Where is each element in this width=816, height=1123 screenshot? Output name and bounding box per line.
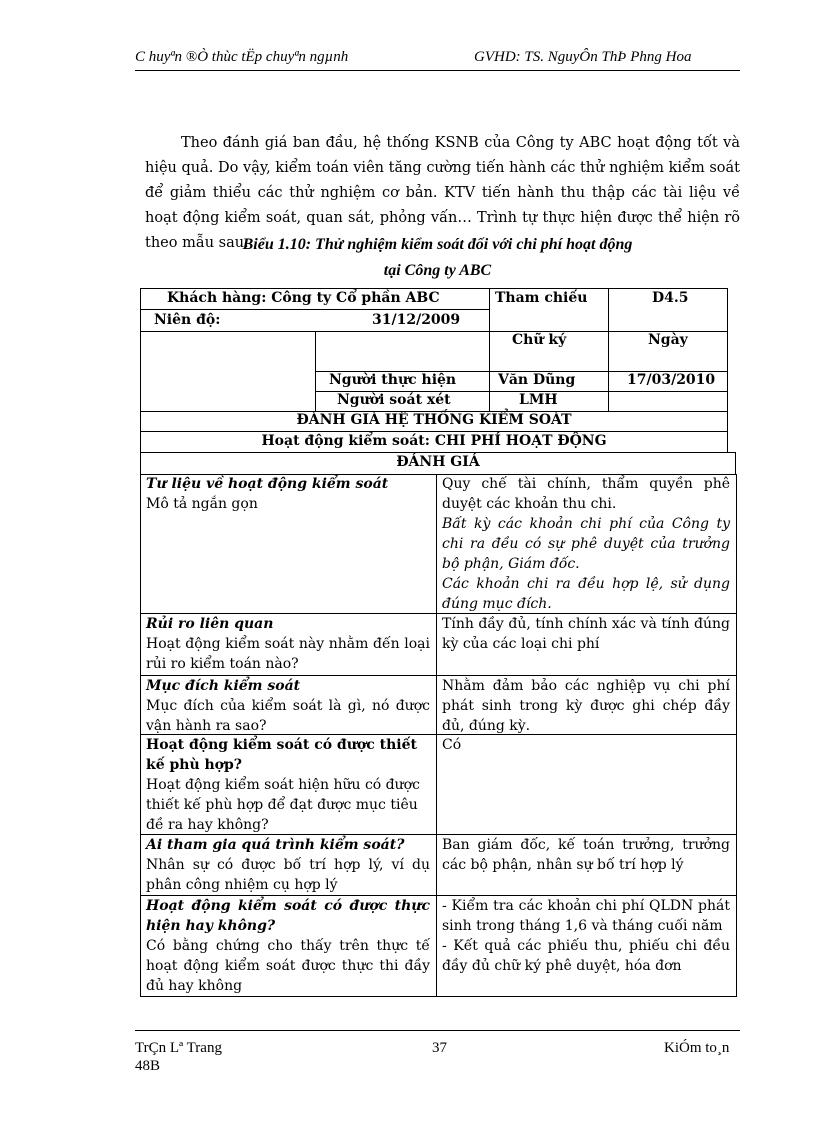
client-label: Khách hàng: Công ty Cổ phần ABC (167, 290, 440, 306)
blank-left-cell (140, 331, 316, 412)
eval-question: Hoạt động kiểm soát có được thiết kế phù hợp? Hoạt động kiểm soát hiện hữu có được thiết kế phù hợp để đạt được mục tiêu đề ra hay không? (146, 737, 420, 833)
footer-rule (135, 1030, 740, 1031)
eval-question: Mục đích kiểm soát Mục đích của kiểm soát là gì, nó được vận hành ra sao? (146, 678, 430, 734)
ref-label: Tham chiếu (495, 290, 588, 306)
header-right: GVHD: TS. NguyÔn ThÞ Phng Hoa (474, 49, 692, 65)
ref-value: D4.5 (652, 290, 689, 306)
eval-question: Ai tham gia quá trình kiểm soát? Nhân sự có được bố trí hợp lý, ví dụ phân công nhiệm cụ hợp lý (146, 837, 430, 893)
footer-right: KiÓm to¸n (664, 1040, 730, 1056)
reviewer-name: LMH (519, 392, 558, 408)
header-left: C huyªn ®Ò thùc tËp chuyªn ngµnh (135, 49, 349, 65)
intro-paragraph: Theo đánh giá ban đầu, hệ thống KSNB của Công ty ABC hoạt động tốt và hiệu quả. Do vậy, kiểm toán viên tăng cường tiến hành các thử nghiệm kiểm soát để giảm thiểu các thử nghiệm cơ bản. KTV tiến hành thu thập các tài liệu về hoạt động kiểm soát, quan sát, phỏng vấn… Trình tự thực hiện được thể hiện rõ theo mẫu sau. (145, 135, 740, 251)
footer-class: 48B (135, 1058, 161, 1074)
form-title-2: Hoạt động kiểm soát: CHI PHÍ HOẠT ĐỘNG (261, 433, 607, 449)
period-label: Niên độ: (154, 312, 221, 328)
period-value: 31/12/2009 (372, 312, 461, 328)
eval-answer: - Kiểm tra các khoản chi phí QLDN phát sinh trong tháng 1,6 và tháng cuối năm - Kết quả các phiếu thu, phiếu chi đều đầy đủ chữ ký phê duyệt, hóa đơn (442, 898, 730, 974)
sign-label: Chữ ký (512, 332, 567, 348)
eval-column-divider (436, 474, 437, 997)
eval-answer: Có (442, 737, 462, 753)
reviewer-label: Người soát xét (337, 392, 451, 408)
date-label: Ngày (648, 332, 688, 348)
caption-line1: Biểu 1.10: Thử nghiệm kiểm soát đối với chi phí hoạt động (242, 236, 633, 253)
eval-title: ĐÁNH GIÁ (396, 454, 480, 470)
eval-question: Rủi ro liên quan Hoạt động kiểm soát này nhằm đến loại rủi ro kiểm toán nào? (146, 616, 430, 672)
eval-answer: Nhằm đảm bảo các nghiệp vụ chi phí phát sinh trong kỳ được ghi chép đầy đủ, đúng kỳ. (442, 678, 730, 734)
reviewer-date-cell (608, 391, 728, 412)
caption-line2: tại Công ty ABC (383, 262, 492, 279)
preparer-label: Người thực hiện (329, 372, 457, 388)
blank-mid-cell (315, 331, 490, 372)
footer-author: TrÇn Lª Trang (135, 1040, 222, 1056)
preparer-name: Văn Dũng (498, 372, 576, 388)
eval-question: Tư liệu về hoạt động kiểm soát Mô tả ngắn gọn (146, 476, 389, 512)
preparer-date: 17/03/2010 (627, 372, 716, 388)
eval-answer: Quy chế tài chính, thẩm quyền phê duyệt các khoản thu chi. Bất kỳ các khoản chi phí của Công ty chi ra đều có sự phê duyệt của trưởng bộ phận, Giám đốc. Các khoản chi ra đều hợp lệ, sử dụng đúng mục đích. (442, 476, 730, 612)
header-rule (135, 70, 740, 71)
form-title-1: ĐÁNH GIÁ HỆ THỐNG KIỂM SOÁT (296, 412, 572, 428)
eval-answer: Tính đầy đủ, tính chính xác và tính đúng kỳ của các loại chi phí (442, 616, 730, 652)
page-number: 37 (432, 1040, 447, 1056)
eval-answer: Ban giám đốc, kế toán trưởng, trưởng các bộ phận, nhân sự bố trí hợp lý (442, 837, 730, 873)
eval-question: Hoạt động kiểm soát có được thực hiện hay không? Có bằng chứng cho thấy trên thực tế hoạt động kiểm soát được thực thi đầy đủ hay không (146, 898, 430, 994)
